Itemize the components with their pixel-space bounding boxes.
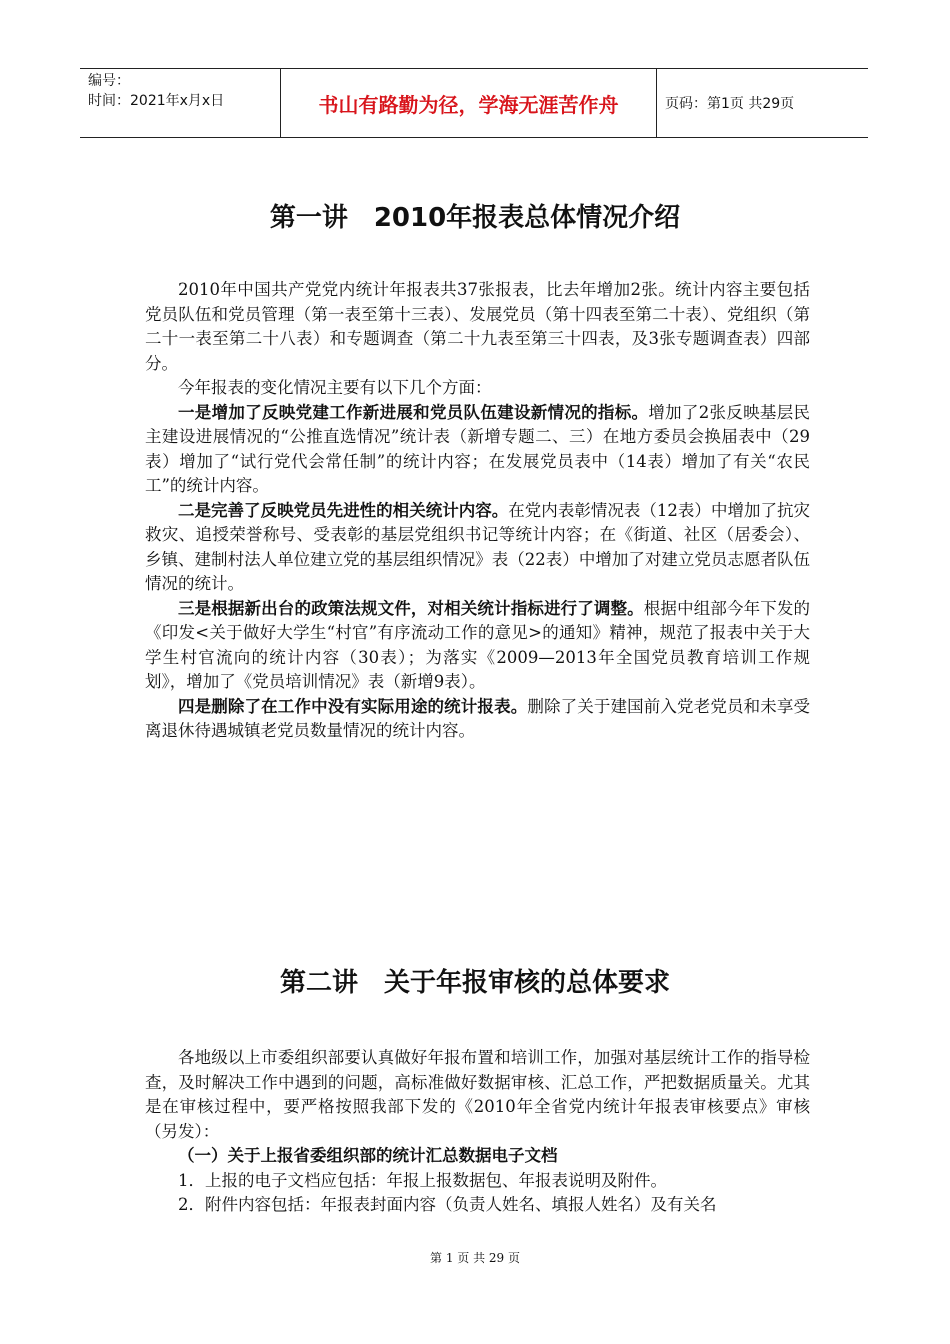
header-motto: 书山有路勤为径，学海无涯苦作舟 xyxy=(280,69,657,137)
page-footer: 第 1 页 共 29 页 xyxy=(430,1251,520,1265)
header-page-info: 页码：第1页 共29页 xyxy=(665,96,795,112)
section2-title: 第二讲 关于年报审核的总体要求 xyxy=(279,968,670,998)
header-meta xyxy=(80,69,280,137)
paragraph: 二是完善了反映党员先进性的相关统计内容。在党内表彰情况表（12表）中增加了抗灾救灾、追授荣誉称号、受表彰的基层党组织书记等统计内容；在《街道、社区（居委会）、乡镇、建制村法人单位建立党的基层组织情况》表（22表）中增加了对建立党员志愿者队伍情况的统计。 xyxy=(145,500,811,593)
list-item: 1．上报的电子文档应包括：年报上报数据包、年报表说明及附件。 xyxy=(178,1170,667,1190)
paragraph: 三是根据新出台的政策法规文件，对相关统计指标进行了调整。根据中组部今年下发的《印发<关于做好大学生“村官”有序流动工作的意见>的通知》精神，规范了报表中关于大学生村官流向的统计内容（30表）；为落实《2009—2013年全国党员教育培训工作规划》，增加了《党员培训情况》表（新增9表）。 xyxy=(145,598,811,691)
paragraph: 2010年中国共产党党内统计年报表共37张报表，比去年增加2张。统计内容主要包括党员队伍和党员管理（第一表至第十三表）、发展党员（第十四表至第二十表）、党组织（第二十一表至第二十八表）和专题调查（第二十九表至第三十四表，及3张专题调查表）四部分。 xyxy=(145,280,810,373)
page-header xyxy=(80,68,868,138)
paragraph: 各地级以上市委组织部要认真做好年报布置和培训工作，加强对基层统计工作的指导检查，及时解决工作中遇到的问题，高标准做好数据审核、汇总工作，严把数据质量关。尤其是在审核过程中，要严格按照我部下发的《2010年全省党内统计年报表审核要点》审核（另发）： xyxy=(145,1048,810,1141)
paragraph: 四是删除了在工作中没有实际用途的统计报表。删除了关于建国前入党老党员和未享受离退休待遇城镇老党员数量情况的统计内容。 xyxy=(145,696,811,740)
document-time-label: 时间：2021年x月x日 xyxy=(88,93,225,109)
paragraph: 今年报表的变化情况主要有以下几个方面： xyxy=(178,378,492,397)
list-item: 2．附件内容包括：年报表封面内容（负责人姓名、填报人姓名）及有关名 xyxy=(178,1195,717,1214)
section1-body xyxy=(145,278,810,744)
section1-title: 第一讲 2010年报表总体情况介绍 xyxy=(269,203,681,233)
paragraph: 一是增加了反映党建工作新进展和党员队伍建设新情况的指标。增加了2张反映基层民主建设进展情况的“公推直选情况”统计表（新增专题二、三）在地方委员会换届表中（29表）增加了“试行党代会常任制”的统计内容；在发展党员表中（14表）增加了有关“农民工”的统计内容。 xyxy=(145,402,811,495)
subheading: （一）关于上报省委组织部的统计汇总数据电子文档 xyxy=(178,1146,558,1165)
document-number-label: 编号： xyxy=(88,73,130,89)
section2-body xyxy=(145,1046,810,1218)
